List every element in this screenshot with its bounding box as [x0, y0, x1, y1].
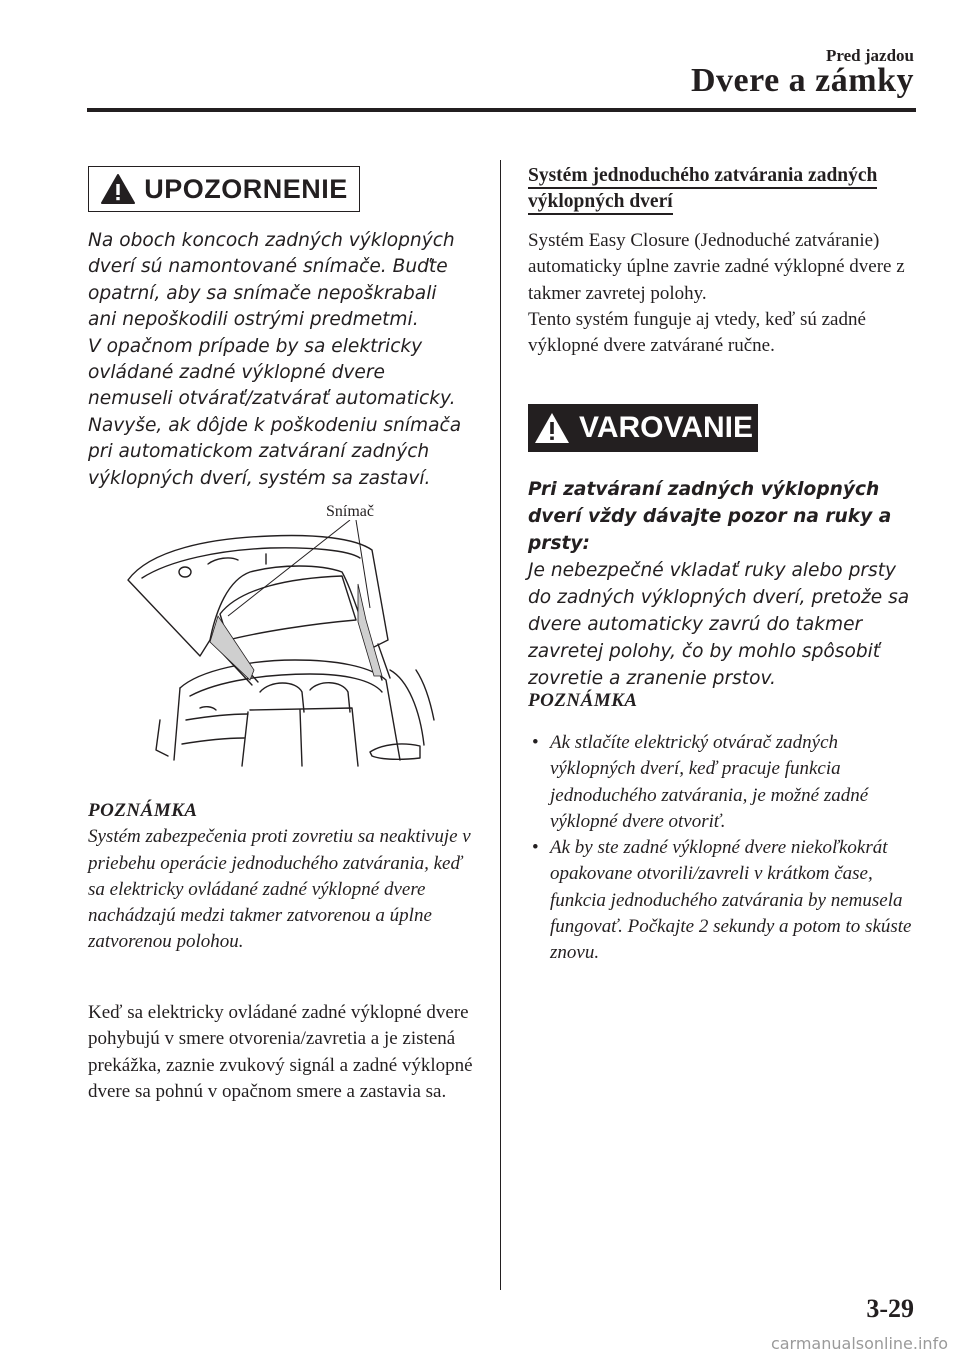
- warning-bold-text: Pri zatváraní zadných výklopných dverí vždy dávajte pozor na ruky a prsty:: [528, 479, 892, 554]
- column-divider: [500, 160, 501, 1290]
- section-heading: [528, 163, 888, 215]
- warning-box: [528, 404, 758, 452]
- warning-triangle-icon: [533, 411, 571, 445]
- list-item-text: Ak stlačíte elektrický otvárač zadných výklopných dverí, keď pracuje funkcia jednoduchého zatvárania, je možné zadné výklopné dvere otvoriť.: [550, 732, 869, 832]
- caution-paragraph-2: V opačnom prípade by sa elektricky ovládané zadné výklopné dvere nemuseli otvárať/zatvárať automaticky. Navyše, ak dôjde k poškodeniu snímača pri automatickom zatváraní zadných výklopných dverí, systém sa zastaví.: [88, 335, 462, 489]
- section-heading-text: Systém jednoduchého zatvárania zadných výklopných dverí: [528, 165, 877, 215]
- body-right: [528, 228, 918, 359]
- note-left-title: POZNÁMKA: [88, 800, 198, 821]
- warning-triangle-icon: [100, 173, 136, 205]
- caution-paragraph-1: Na oboch koncoch zadných výklopných dverí sú namontované snímače. Buďte opatrní, aby sa snímače nepoškrabali ani nepoškodili ostrými predmetmi.: [88, 230, 455, 331]
- bullet-icon: •: [532, 732, 539, 753]
- warning-text: Je nebezpečné vkladať ruky alebo prsty do zadných výklopných dverí, pretože sa dvere automaticky zavrú do takmer zavretej polohy, čo by mohlo spôsobiť zovretie a zranenie prstov.: [528, 560, 910, 689]
- caution-box: [88, 166, 360, 212]
- header-section-label: Pred jazdou: [826, 46, 914, 65]
- body-left-paragraph: Keď sa elektricky ovládané zadné výklopné dvere pohybujú v smere otvorenia/zavretia a je zistená prekážka, zaznie zvukový signál a zadné výklopné dvere sa pohnú v opačnom smere a zastavia sa.: [88, 1002, 473, 1102]
- list-item: [528, 835, 918, 966]
- sensor-callout-label: Snímač: [326, 503, 374, 520]
- caution-body: [88, 228, 468, 492]
- body-right-paragraph-2: Tento systém funguje aj vtedy, keď sú zadné výklopné dvere zatvárané ručne.: [528, 308, 866, 357]
- caution-label: UPOZORNENIE: [144, 173, 348, 204]
- tailgate-sensor-figure: [120, 520, 440, 770]
- note-right-list: [528, 730, 918, 967]
- page-number: 3-29: [866, 1294, 914, 1323]
- body-right-paragraph-1: Systém Easy Closure (Jednoduché zatváranie) automaticky úplne zavrie zadné výklopné dvere z takmer zavretej polohy.: [528, 230, 905, 304]
- list-item: [528, 730, 918, 835]
- watermark: carmanualsonline.info: [770, 1334, 948, 1353]
- note-right-title: POZNÁMKA: [528, 690, 638, 711]
- note-left-text: Systém zabezpečenia proti zovretiu sa neaktivuje v priebehu operácie jednoduchého zatvárania, keď sa elektricky ovládané zadné výklopné dvere nachádzajú medzi takmer zatvorenou a úplne zatvorenou polohou.: [88, 826, 471, 953]
- note-left: [88, 798, 478, 956]
- header-rule: [87, 108, 916, 112]
- list-item-text: Ak by ste zadné výklopné dvere niekoľkokrát opakovane otvorili/zavreli v krátkom čase, funkcia jednoduchého zatvárania by nemusela fungovať. Počkajte 2 sekundy a potom to skúste znovu.: [550, 837, 912, 964]
- warning-body: [528, 476, 918, 692]
- page-title: Dvere a zámky: [690, 62, 914, 99]
- bullet-icon: •: [532, 837, 539, 859]
- warning-label: VAROVANIE: [579, 411, 753, 444]
